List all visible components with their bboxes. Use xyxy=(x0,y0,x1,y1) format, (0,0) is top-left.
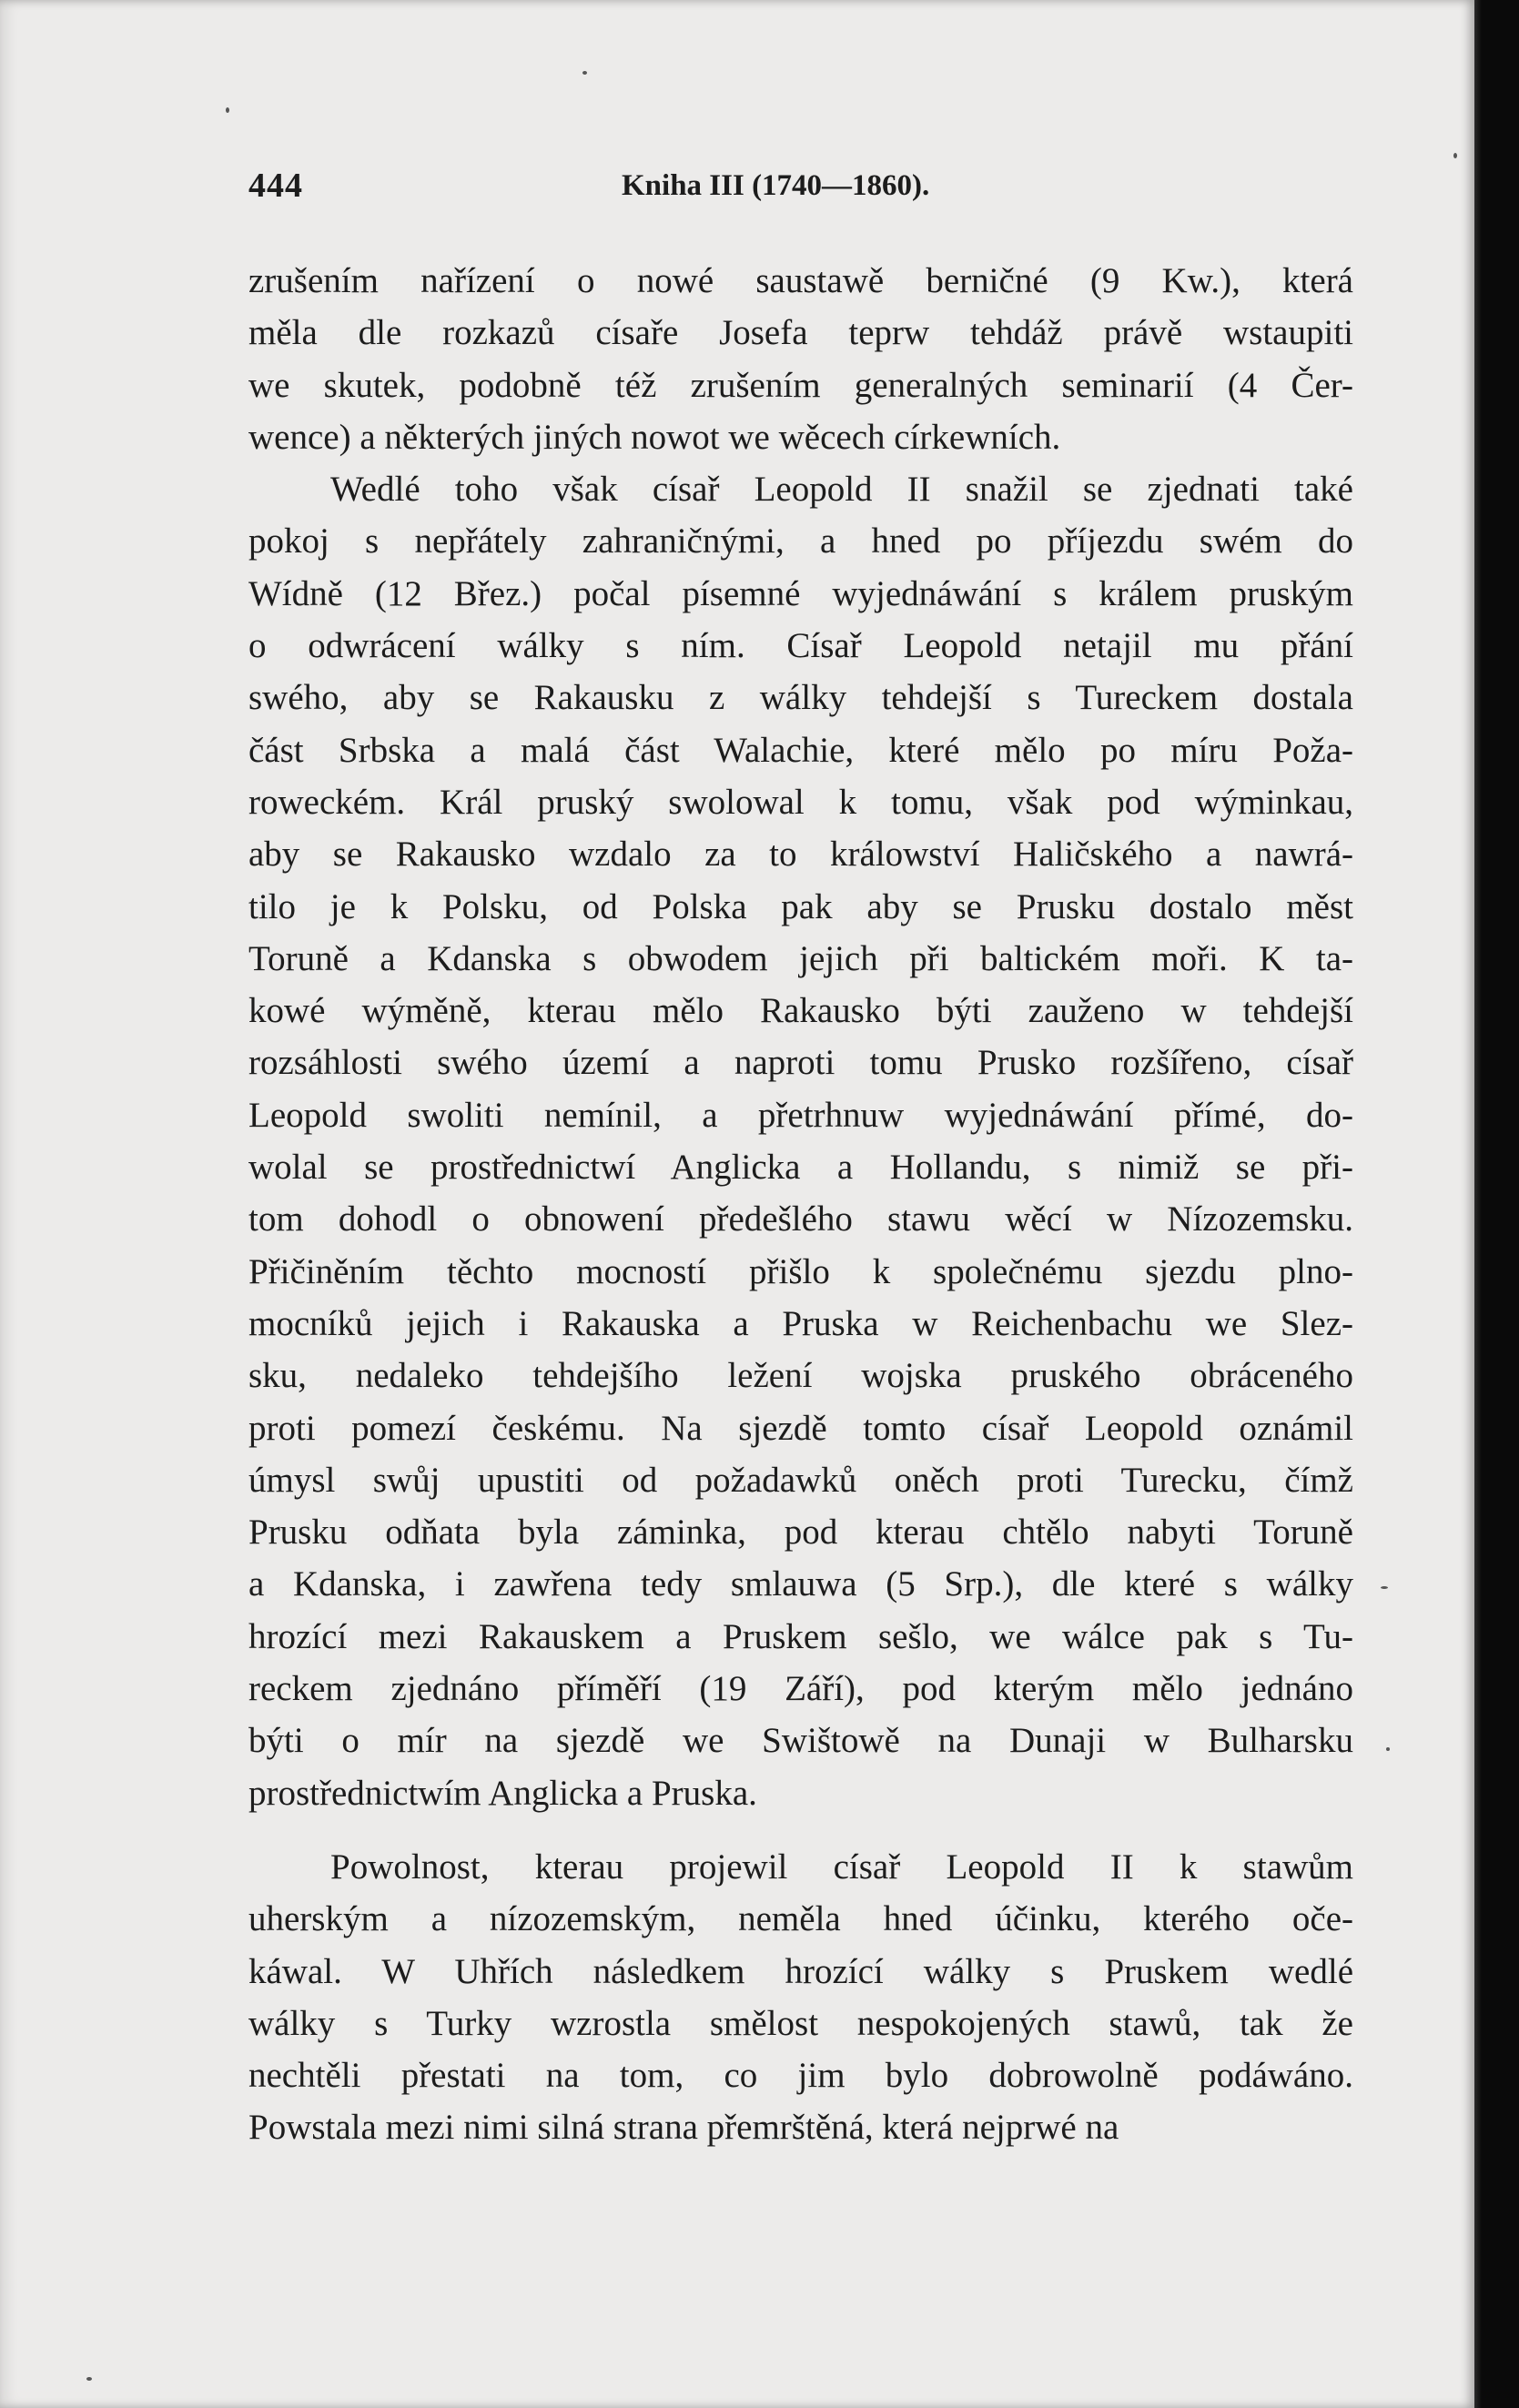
text-line: we skutek, podobně též zrušením generalných seminarií (4 Čer- xyxy=(248,365,1353,405)
paragraph xyxy=(248,1841,1353,2154)
paper-speck xyxy=(1453,153,1457,158)
paper-speck xyxy=(226,107,229,113)
text-line: úmysl swůj upustiti od požadawků oněch proti Turecku, čímž xyxy=(248,1460,1353,1500)
paper-speck xyxy=(1381,1586,1388,1589)
text-line: Prusku odňata byla záminka, pod kterau chtělo nabyti Toruně xyxy=(248,1513,1353,1553)
text-line: wence) a některých jiných nowot we wěcech církewních. xyxy=(248,417,1061,457)
text-line: o odwrácení wálky s ním. Císař Leopold netajil mu přání xyxy=(248,626,1353,666)
running-head xyxy=(248,166,1353,220)
text-line: a Kdanska, i zawřena tedy smlauwa (5 Srp.), dle které s wálky xyxy=(248,1564,1353,1604)
paragraph xyxy=(248,463,1353,1819)
text-line: proti pomezí českému. Na sjezdě tomto císař Leopold oznámil xyxy=(248,1408,1353,1448)
text-line: Powolnost, kterau projewil císař Leopold II k stawům xyxy=(330,1846,1353,1887)
text-line: zrušením nařízení o nowé saustawě berničné (9 Kw.), která xyxy=(248,261,1353,300)
running-title: Kniha III (1740—1860). xyxy=(622,169,930,202)
text-line: pokoj s nepřátely zahraničnými, a hned po příjezdu swém do xyxy=(248,521,1353,562)
text-line: Wedlé toho však císař Leopold II snažil se zjednati také xyxy=(330,470,1353,510)
text-line: reckem zjednáno příměří (19 Září), pod kterým mělo jednáno xyxy=(248,1669,1353,1709)
text-line: část Srbska a malá část Walachie, které mělo po míru Poža- xyxy=(248,730,1353,770)
text-line: hrozící mezi Rakauskem a Pruskem sešlo, we wálce pak s Tu- xyxy=(248,1616,1353,1656)
text-line: kowé wýměně, kterau mělo Rakausko býti zauženo w tehdejší xyxy=(248,991,1353,1031)
text-line: prostřednictwím Anglicka a Pruska. xyxy=(248,1773,757,1813)
paper-speck xyxy=(86,2377,92,2381)
text-line: wolal se prostřednictwí Anglicka a Hollandu, s nimiž se při- xyxy=(248,1148,1353,1188)
paragraph xyxy=(248,255,1353,463)
text-line: swého, aby se Rakausku z wálky tehdejší s Tureckem dostala xyxy=(248,678,1353,718)
paragraph-gap xyxy=(248,1819,1353,1841)
text-line: tom dohodl o obnowení předešlého stawu wěcí w Nízozemsku. xyxy=(248,1199,1353,1239)
page-number: 444 xyxy=(248,167,303,205)
text-line: káwal. W Uhřích následkem hrozící wálky s Pruskem wedlé xyxy=(248,1951,1353,1991)
text-line: býti o mír na sjezdě we Swištowě na Dunaji w Bulharsku xyxy=(248,1721,1353,1761)
text-line: Toruně a Kdanska s obwodem jejich při baltickém moři. K ta- xyxy=(248,938,1353,978)
text-line: Wídně (12 Břez.) počal písemné wyjednáwání s králem pruským xyxy=(248,573,1353,613)
scan-dark-edge xyxy=(1474,0,1519,2408)
text-line: uherským a nízozemským, neměla hned účinku, kterého oče- xyxy=(248,1899,1353,1939)
text-line: Přičiněním těchto mocností přišlo k společnému sjezdu plno- xyxy=(248,1251,1353,1291)
text-line: měla dle rozkazů císaře Josefa teprw tehdáž právě wstaupiti xyxy=(248,313,1353,353)
text-line: nechtěli přestati na tom, co jim bylo dobrowolně podáwáno. xyxy=(248,2056,1353,2096)
text-line: Powstala mezi nimi silná strana přemrštěná, která nejprwé na xyxy=(248,2108,1119,2148)
text-line: Leopold swoliti nemínil, a přetrhnuw wyjednáwání přímé, do- xyxy=(248,1095,1353,1135)
text-line: roweckém. Král pruský swolowal k tomu, však pod wýminkau, xyxy=(248,782,1353,822)
text-line: rozsáhlosti swého území a naproti tomu Prusko rozšířeno, císař xyxy=(248,1043,1353,1083)
text-line: aby se Rakausko wzdalo za to králowství Haličského a nawrá- xyxy=(248,835,1353,875)
text-line: wálky s Turky wzrostla smělost nespokojených stawů, tak že xyxy=(248,2003,1353,2043)
page-content xyxy=(248,0,1353,2408)
text-line: tilo je k Polsku, od Polska pak aby se Prusku dostalo měst xyxy=(248,886,1353,926)
paper-speck xyxy=(1386,1747,1390,1751)
text-line: mocníků jejich i Rakauska a Pruska w Reichenbachu we Slez- xyxy=(248,1303,1353,1343)
body-text xyxy=(248,255,1353,2154)
text-line: sku, nedaleko tehdejšího ležení wojska pruského obráceného xyxy=(248,1356,1353,1396)
